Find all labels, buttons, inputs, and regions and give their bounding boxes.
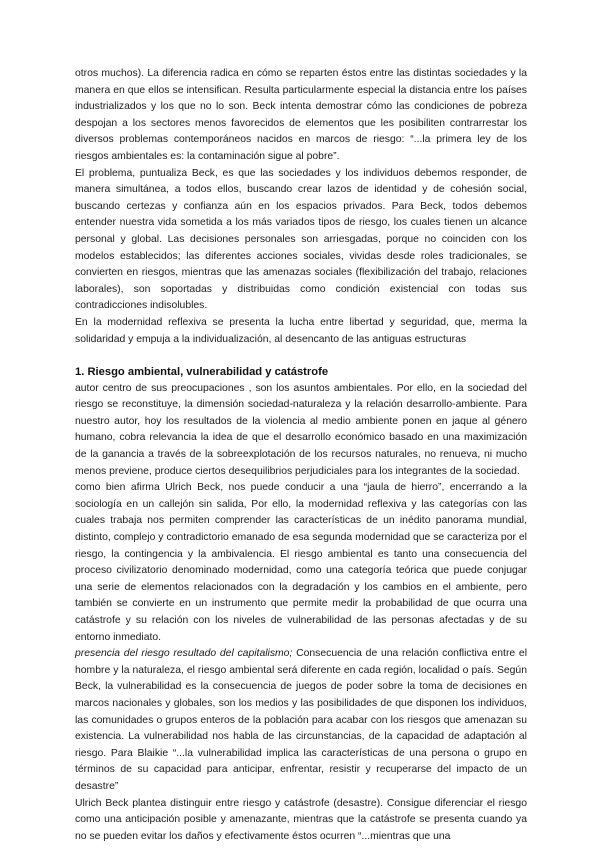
paragraph-intro-3: En la modernidad reflexiva se presenta la lucha entre libertad y seguridad, que, merma la solidaridad y empuja a la individualización, al desencanto de las antiguas estructuras — [75, 316, 527, 345]
section-heading: 1. Riesgo ambiental, vulnerabilidad y catástrofe — [75, 366, 329, 379]
paragraph-section-1: autor centro de sus preocupaciones , son los asuntos ambientales. Por ello, en la sociedad del riesgo se reconstituye, la dimensión sociedad-naturaleza y la relación desarrollo-ambiente. Para nuestro autor, hoy los resultados de la violencia al medio ambiente ponen en jaque al género humano, cobra relevancia la idea de que el desarrollo económico basado en una maximización de la ganancia a través de la sobreexplotación de los recursos naturales, no renueva, ni mucho menos previene, produce ciertos desequilibrios perjudiciales para los integrantes de la sociedad. — [75, 382, 527, 477]
paragraph-final: Ulrich Beck plantea distinguir entre riesgo y catástrofe (desastre). Consigue diferenciar el riesgo como una anticipación posible y amenazante, mientras que la catástrofe se presenta cuando ya no se pueden evitar los daños y efectivamente éstos ocurren “...mientras que una — [75, 797, 527, 842]
paragraph-intro-1: otros muchos). La diferencia radica en cómo se reparten éstos entre las distintas sociedades y la manera en que ellos se intensifican. Resulta particularmente especial la distancia entre los países industrializados y los que no lo son. Beck intenta demostrar cómo las condiciones de pobreza despojan a los sectores menos favorecidos de elementos que les posibiliten contrarrestar los diversos problemas contemporáneos nacidos en marcos de riesgo: “...la primera ley de los riesgos ambientales es: la contaminación sigue al pobre”. — [75, 68, 527, 162]
paragraph-intro-2: El problema, puntualiza Beck, es que las sociedades y los individuos debemos responder, de manera simultánea, a todos ellos, buscando crear lazos de identidad y de cohesión social, buscando certezas y confianza aún en los espacios privados. Para Beck, todos debemos entender nuestra vida sometida a los más variados tipos de riesgo, los cuales tienen un alcance personal y global. Las decisiones personales son arriesgadas, porque no coinciden con los modelos establecidos; las diferentes acciones sociales, vividas desde roles tradicionales, se convierten en riesgos, mientras que las amenazas sociales (flexibilización del trabajo, relaciones laborales), son soportadas y distribuidas como condición existencial con todas sus contradicciones indisolubles. — [75, 167, 527, 312]
italic-lead-text: presencia del riesgo resultado del capitalismo; — [75, 648, 293, 660]
paragraph-capitalism-text: Consecuencia de una relación conflictiva entre el hombre y la naturaleza, el riesgo ambiental será diferente en cada región, localidad o país. Según Beck, la vulnerabilidad es la consecuencia de juegos de poder sobre la toma de decisiones en marcos nacionales y globales, son los medios y las posibilidades de que disponen los individuos, las comunidades o grupos enteros de la población para acabar con los riesgos que amenazan su existencia. La vulnerabilidad nos habla de las circunstancias, de la capacidad de adaptación al riesgo. Para Blaikie “...la vulnerabilidad implica las características de una persona o grupo en términos de su capacidad para anticipar, enfrentar, resistir y recuperarse del impacto de un desastre” — [75, 648, 528, 792]
paragraph-capitalism — [75, 646, 527, 795]
document-page — [75, 66, 527, 845]
paragraph-section-2: como bien afirma Ulrich Beck, nos puede conducir a una “jaula de hierro”, encerrando a la sociología en un callejón sin salida, Por ello, la modernidad reflexiva y las categorías con las cuales trabaja nos permiten comprender las características de un inédito panorama mundial, distinto, complejo y contradictorio emanado de esa segunda modernidad que se caracteriza por el riesgo, la contingencia y la ambivalencia. El riesgo ambiental es tanto una consecuencia del proceso civilizatorio denominado modernidad, como una categoría teórica que puede conjugar una serie de elementos relacionados con la degradación y los cambios en el ambiente, pero también se convierte en un instrumento que permite medir la probabilidad de que ocurra una catástrofe y su relación con los niveles de vulnerabilidad de las personas afectadas y de su entorno inmediato. — [75, 482, 527, 643]
